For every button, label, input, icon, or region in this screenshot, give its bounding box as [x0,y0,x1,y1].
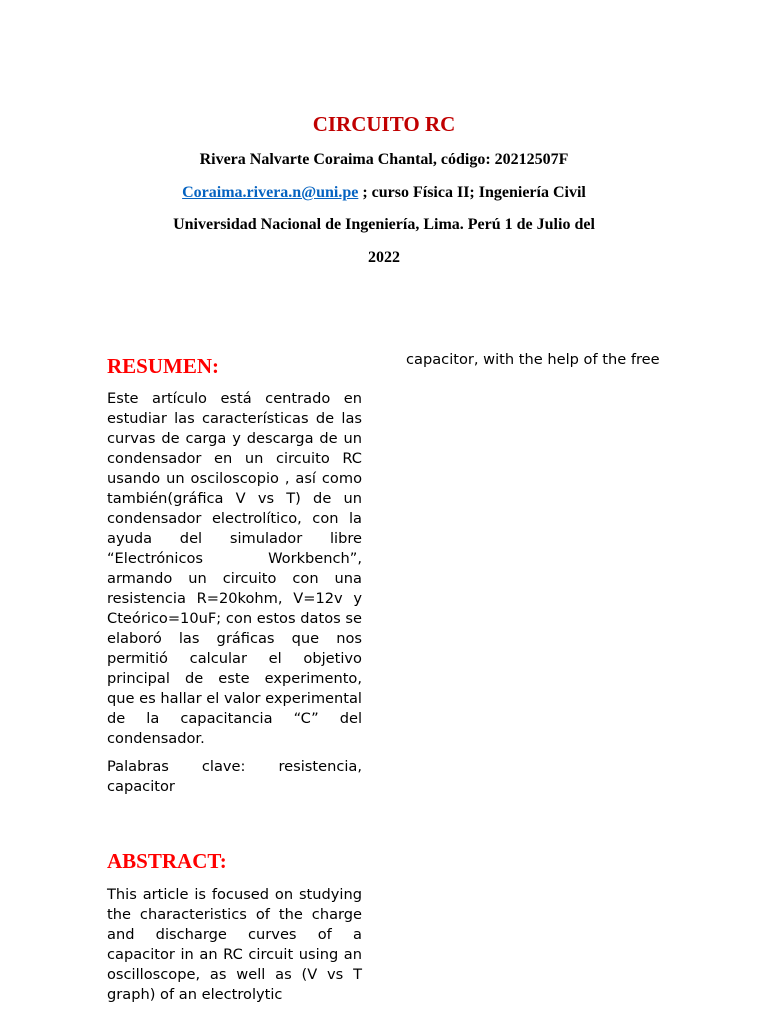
resumen-heading: RESUMEN: [107,354,220,378]
author-line: Rivera Nalvarte Coraima Chantal, código: 20212507F [199,151,569,168]
contact-line [0,183,768,203]
keywords-paragraph: Palabras clave: resistencia, capacitor [107,758,362,795]
course-info: ; curso Física II; Ingeniería Civil [358,184,586,201]
resumen-paragraph: Este artículo está centrado en estudiar las características de las curvas de carga y descarga de un condensador en un circuito RC usando un osciloscopio , así como también(gráfica V vs T) de un condensador electrolítico, con la ayuda del simulador libre “Electrónicos Workbench”, armando un circuito con una resistencia R=20kohm, V=12v y Cteórico=10uF; con estos datos se elaboró las gráficas que nos permitió calcular el objetivo principal de este experimento, que es hallar el valor experimental de la capacitancia “C” del condensador. [107,390,362,747]
document-title: CIRCUITO RC [312,112,456,136]
abstract-continuation: capacitor, with the help of the free [406,351,660,368]
date-year: 2022 [368,249,400,266]
email-link[interactable]: Coraima.rivera.n@uni.pe [182,184,359,201]
abstract-heading: ABSTRACT: [107,849,227,873]
university-line: Universidad Nacional de Ingeniería, Lima. Perú 1 de Julio del [173,216,595,233]
abstract-paragraph: This article is focused on studying the characteristics of the charge and discharge curves of a capacitor in an RC circuit using an oscilloscope, as well as (V vs T graph) of an electrolytic [107,886,362,1003]
